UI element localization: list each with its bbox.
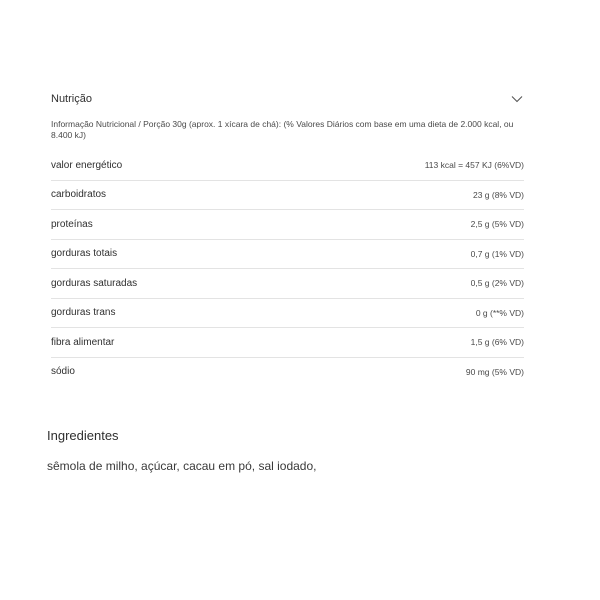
nutrition-row: [51, 151, 524, 181]
nutrition-row: [51, 240, 524, 270]
nutrient-name: gorduras saturadas: [51, 277, 138, 289]
nutrition-title: Nutrição: [51, 93, 92, 105]
nutrient-name: gorduras totais: [51, 248, 118, 260]
nutrition-table: [51, 151, 524, 386]
ingredients-section: [47, 428, 547, 473]
nutrient-value: 0 g (**% VD): [475, 307, 524, 318]
nutrition-row: [51, 328, 524, 358]
nutrient-value: 23 g (8% VD): [472, 189, 524, 200]
nutrient-value: 90 mg (5% VD): [465, 366, 524, 377]
nutrient-value: 0,7 g (1% VD): [470, 248, 524, 259]
nutrition-row: [51, 299, 524, 329]
nutrient-value: 2,5 g (5% VD): [470, 219, 524, 230]
nutrition-description: Informação Nutricional / Porção 30g (aprox. 1 xícara de chá): (% Valores Diários com base em uma dieta de 2.000 kcal, ou 8.400 kJ): [51, 119, 514, 140]
chevron-down-icon[interactable]: [510, 92, 524, 106]
ingredients-title: Ingredientes: [47, 428, 119, 443]
nutrient-value: 113 kcal = 457 KJ (6%VD): [424, 160, 524, 171]
nutrient-name: gorduras trans: [51, 307, 116, 319]
nutrient-name: sódio: [51, 366, 75, 378]
nutrition-section: [51, 88, 524, 386]
nutrient-name: fibra alimentar: [51, 336, 115, 348]
nutrition-row: [51, 358, 524, 387]
nutrient-name: carboidratos: [51, 189, 107, 201]
ingredients-text: sêmola de milho, açúcar, cacau em pó, sal iodado,: [47, 459, 317, 473]
nutrient-name: valor energético: [51, 159, 123, 171]
nutrition-row: [51, 181, 524, 211]
nutrient-name: proteínas: [51, 218, 93, 230]
nutrition-row: [51, 210, 524, 240]
nutrient-value: 0,5 g (2% VD): [470, 278, 524, 289]
nutrition-accordion-header[interactable]: [51, 88, 524, 110]
nutrient-value: 1,5 g (6% VD): [470, 337, 524, 348]
nutrition-row: [51, 269, 524, 299]
